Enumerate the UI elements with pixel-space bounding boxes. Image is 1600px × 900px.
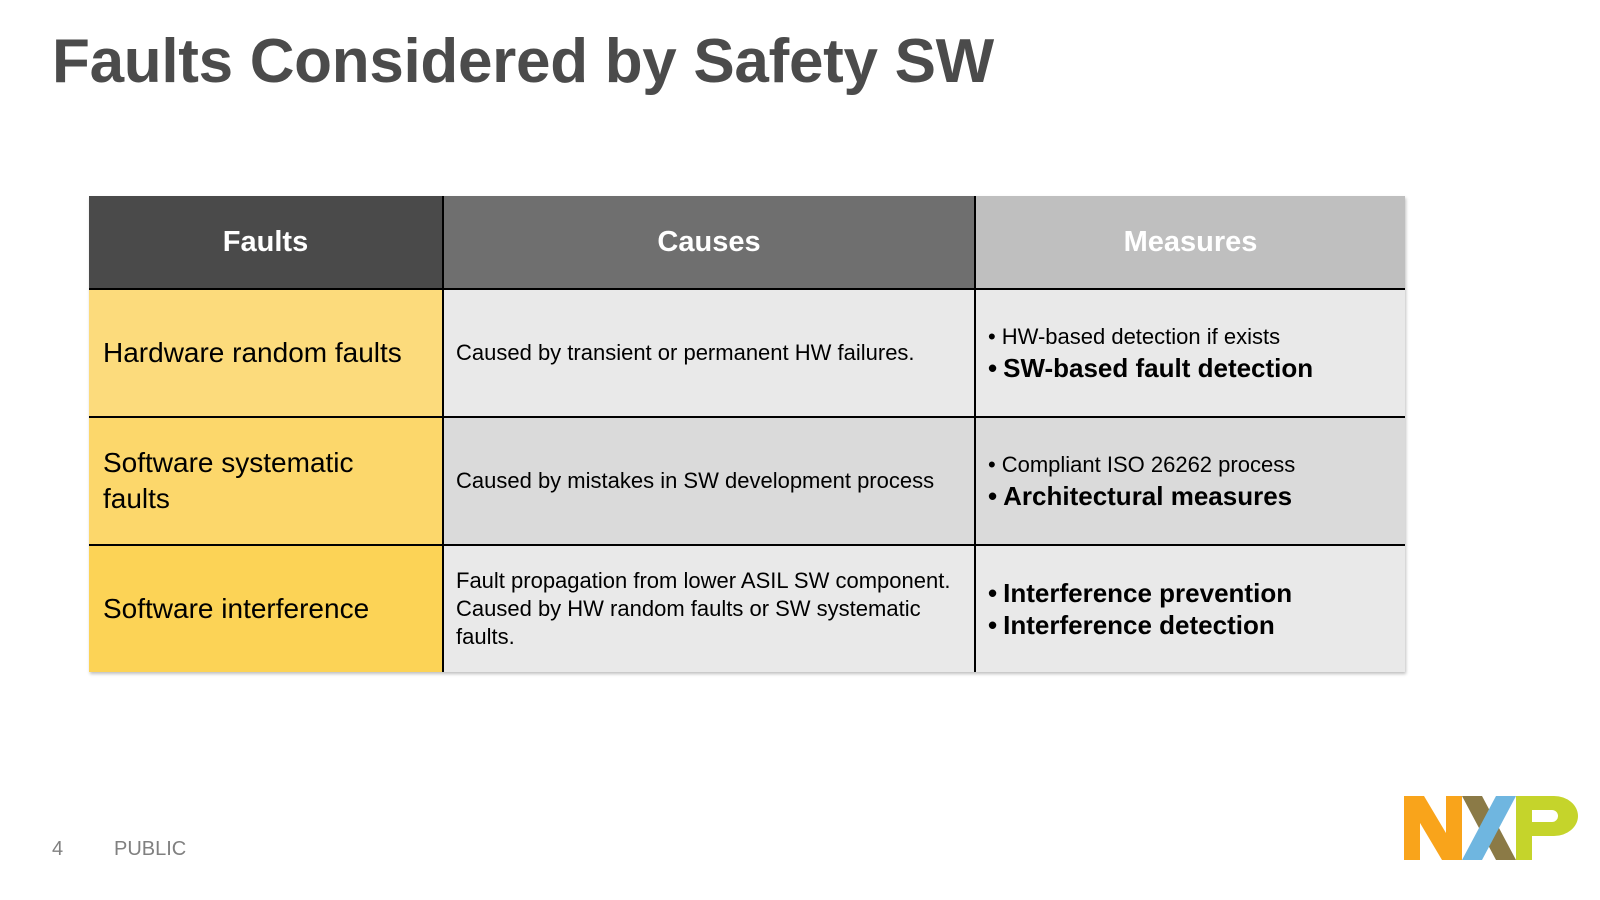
- faults-table-container: [89, 196, 1405, 672]
- cause-cell: [443, 545, 975, 672]
- table-row: [89, 417, 1405, 545]
- bullet-icon: •: [988, 610, 998, 640]
- table-header-row: [89, 196, 1405, 289]
- bullet-icon: •: [988, 324, 996, 349]
- measure-text: Interference detection: [1003, 610, 1275, 640]
- classification-label: PUBLIC: [114, 838, 187, 860]
- measure-text: Interference prevention: [1003, 578, 1293, 608]
- measure-item: [988, 322, 1393, 352]
- measure-text: Architectural measures: [1003, 481, 1293, 511]
- table-row: [89, 289, 1405, 417]
- measure-item: [988, 480, 1393, 512]
- bullet-icon: •: [988, 353, 998, 383]
- cause-cell: [443, 289, 975, 417]
- page-number: 4: [52, 838, 64, 860]
- nxp-logo: [1404, 796, 1578, 860]
- faults-table: [89, 196, 1405, 672]
- cause-text: Caused by transient or permanent HW failures.: [456, 340, 915, 365]
- measure-item: [988, 352, 1393, 384]
- measure-item: [988, 577, 1393, 609]
- cause-text: Caused by mistakes in SW development process: [456, 468, 935, 493]
- measures-cell: [975, 289, 1405, 417]
- fault-name: Software systematic faults: [89, 417, 443, 545]
- cause-text: Fault propagation from lower ASIL SW component.: [456, 568, 951, 593]
- header-measures: Measures: [975, 196, 1405, 289]
- cause-text: Caused by HW random faults or SW systematic faults.: [456, 596, 921, 649]
- bullet-icon: •: [988, 481, 998, 511]
- cause-cell: [443, 417, 975, 545]
- bullet-icon: •: [988, 578, 998, 608]
- measure-item: [988, 609, 1393, 641]
- slide-title: Faults Considered by Safety SW: [52, 27, 994, 96]
- measures-cell: [975, 545, 1405, 672]
- header-causes: Causes: [443, 196, 975, 289]
- measure-text: SW-based fault detection: [1003, 353, 1314, 383]
- logo-n-right-stem: [1446, 796, 1462, 860]
- fault-name: Hardware random faults: [89, 289, 443, 417]
- logo-p: [1516, 796, 1578, 860]
- bullet-icon: •: [988, 452, 996, 477]
- table-row: [89, 545, 1405, 672]
- measure-text: Compliant ISO 26262 process: [1001, 452, 1296, 477]
- measure-item: [988, 450, 1393, 480]
- header-faults: Faults: [89, 196, 443, 289]
- measures-cell: [975, 417, 1405, 545]
- fault-name: Software interference: [89, 545, 443, 672]
- measure-text: HW-based detection if exists: [1001, 324, 1281, 349]
